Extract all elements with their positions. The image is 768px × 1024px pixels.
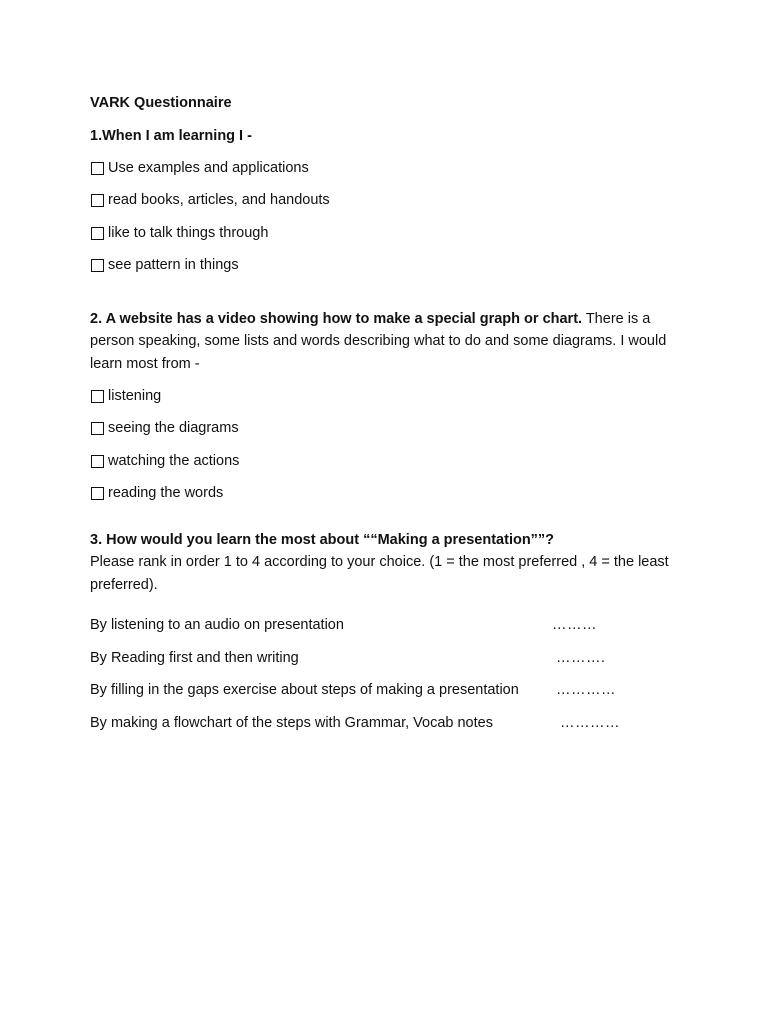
q2-option-2[interactable] [90, 418, 670, 440]
rank-row-3-label: By filling in the gaps exercise about steps of making a presentation [90, 682, 519, 698]
q1-option-3-checkbox[interactable] [91, 227, 104, 240]
q2-option-3[interactable] [90, 450, 670, 472]
question-2-heading-rest: There is a person speaking, some lists and words describing what to do and some diagrams. I would learn most from - [90, 310, 667, 372]
q2-option-1-label: listening [108, 387, 162, 404]
q2-option-2-label: seeing the diagrams [108, 420, 239, 437]
question-2-heading-bold: 2. A website has a video showing how to make a special graph or chart. [90, 310, 583, 327]
rank-row-2-blank[interactable]: ………. [556, 649, 606, 666]
q2-option-2-checkbox[interactable] [91, 422, 104, 435]
q2-option-3-checkbox[interactable] [91, 455, 104, 468]
rank-row-4-label: By making a flowchart of the steps with Grammar, Vocab notes [90, 714, 493, 731]
q2-option-1-checkbox[interactable] [91, 390, 104, 403]
q1-option-4-label: see pattern in things [108, 257, 239, 274]
rank-row-3 [90, 679, 670, 701]
rank-row-3-blank[interactable]: ………… [556, 682, 616, 698]
question-1-heading: 1.When I am learning I - [90, 127, 252, 144]
question-3-heading: 3. How would you learn the most about ““Making a presentation””? [90, 531, 555, 548]
rank-row-1 [90, 614, 670, 636]
q1-option-2[interactable] [90, 190, 670, 212]
q1-option-4[interactable] [90, 255, 670, 277]
q1-option-1-label: Use examples and applications [108, 159, 309, 176]
q1-option-4-checkbox[interactable] [91, 259, 104, 272]
rank-row-2-label: By Reading first and then writing [90, 649, 299, 666]
q1-option-3-label: like to talk things through [108, 224, 269, 241]
q1-option-3[interactable] [90, 222, 670, 244]
document-title: VARK Questionnaire [90, 95, 232, 111]
q1-option-2-checkbox[interactable] [91, 194, 104, 207]
rank-row-1-blank[interactable]: ……… [552, 617, 597, 633]
rank-row-2 [90, 647, 670, 669]
question-3-instructions: Please rank in order 1 to 4 according to your choice. (1 = the most preferred , 4 = the least preferred). [90, 554, 669, 593]
q2-option-1[interactable] [90, 385, 670, 407]
question-2-heading [90, 308, 670, 376]
q2-option-3-label: watching the actions [108, 452, 240, 469]
question-3 [90, 529, 670, 734]
q1-option-2-label: read books, articles, and handouts [108, 192, 330, 209]
q2-option-4[interactable] [90, 483, 670, 505]
questionnaire [90, 92, 670, 744]
rank-row-1-label: By listening to an audio on presentation [90, 617, 344, 633]
rank-row-4-blank[interactable]: ………… [560, 714, 620, 731]
q1-option-1-checkbox[interactable] [91, 162, 104, 175]
q1-option-1[interactable] [90, 157, 670, 179]
q2-option-4-checkbox[interactable] [91, 487, 104, 500]
rank-row-4 [90, 712, 670, 734]
q2-option-4-label: reading the words [108, 485, 224, 502]
